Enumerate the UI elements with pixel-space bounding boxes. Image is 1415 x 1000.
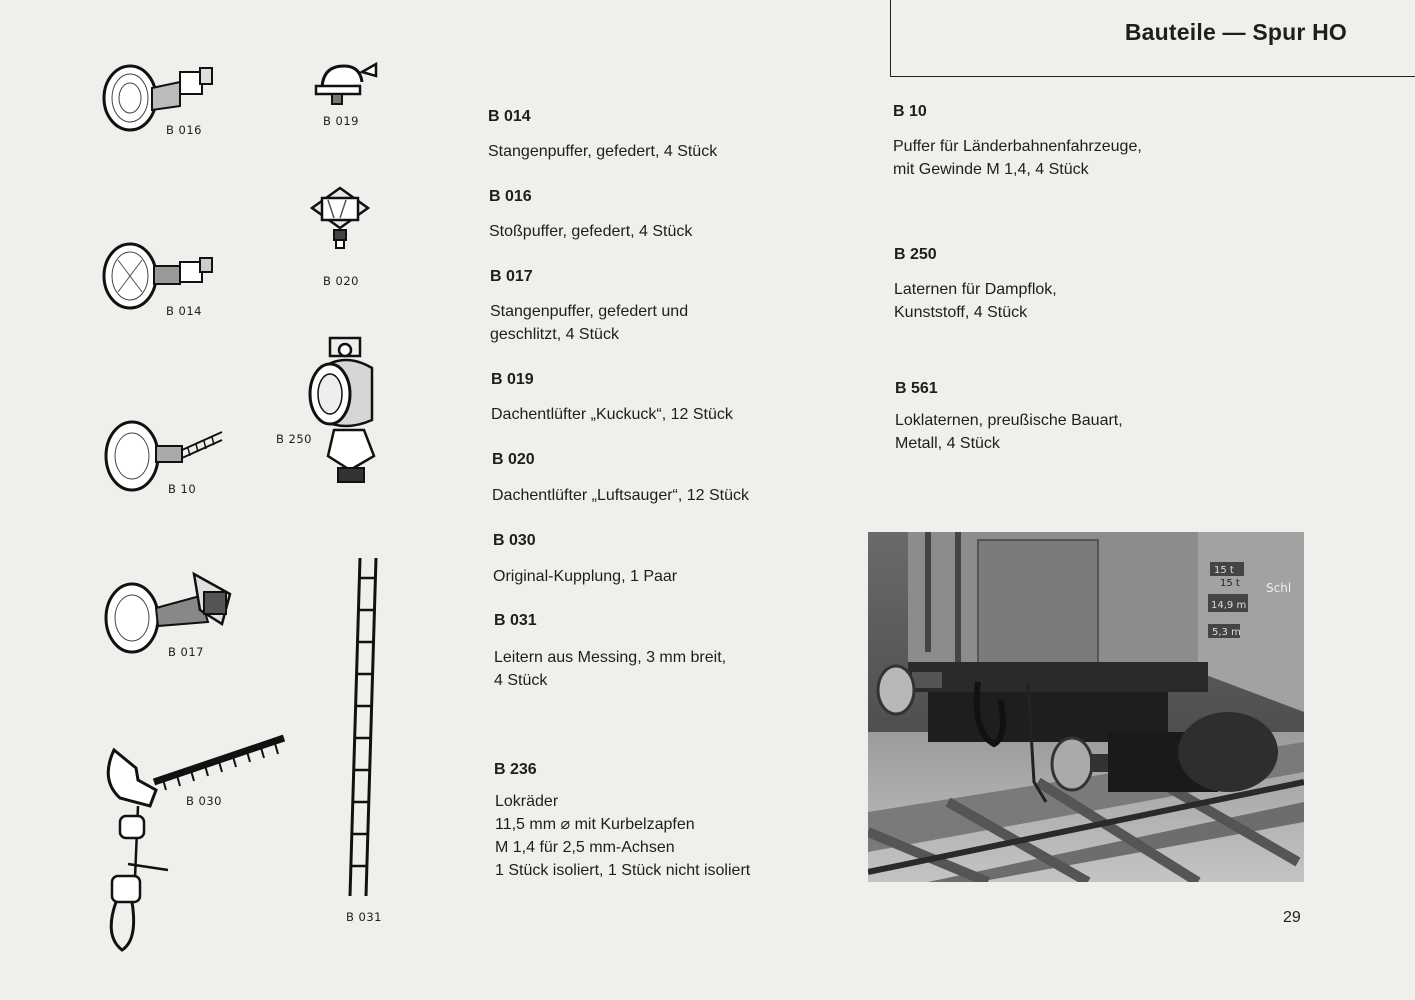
buffer-b014-illustration [100,236,220,322]
part-code-b020: B 020 [492,451,535,468]
part-desc-b561: Loklaternen, preußische Bauart, Metall, 4 Stück [895,412,1123,452]
part-code-b017: B 017 [490,268,533,285]
buffer-b016-illustration [100,58,220,144]
coupling-b030-illustration [98,726,298,958]
photo-plate-1: 15 t [1214,565,1234,576]
lantern-b250-illustration [300,328,390,488]
part-code-b016: B 016 [489,188,532,205]
photo-plate-4: 5,3 m [1212,627,1241,638]
photo-plate-5: Schl [1266,581,1292,595]
page-title: Bauteile — Spur HO [1124,19,1347,45]
part-code-b10: B 10 [893,103,927,120]
part-code-b561: B 561 [895,380,938,397]
part-desc-b10: Puffer für Länderbahnenfahrzeuge, mit Gewinde M 1,4, 4 Stück [893,138,1142,178]
ventilator-b020-illustration [306,180,376,260]
label-b250: B 250 [276,432,312,446]
ventilator-b019-illustration [314,50,384,110]
page-number: 29 [1283,909,1301,926]
part-desc-b014: Stangenpuffer, gefedert, 4 Stück [488,143,718,160]
label-b016: B 016 [166,123,202,137]
part-desc-b236: Lokräder 11,5 mm ⌀ mit Kurbelzapfen M 1,4 für 2,5 mm-Achsen 1 Stück isoliert, 1 Stück nicht isoliert [495,793,751,879]
part-desc-b017: Stangenpuffer, gefedert und geschlitzt, 4 Stück [490,303,689,343]
part-desc-b031: Leitern aus Messing, 3 mm breit, 4 Stück [494,649,727,689]
photo-plate-3: 14,9 m [1211,600,1247,611]
buffer-b10-illustration [100,414,230,500]
part-code-b030: B 030 [493,532,536,549]
part-desc-b016: Stoßpuffer, gefedert, 4 Stück [489,223,693,240]
label-b020: B 020 [323,274,359,288]
wagon-coupler-photo [868,532,1304,882]
part-code-b014: B 014 [488,108,531,125]
part-desc-b020: Dachentlüfter „Luftsauger“, 12 Stück [492,487,750,504]
label-b014: B 014 [166,304,202,318]
photo-plate-2: 15 t [1220,578,1240,589]
part-code-b031: B 031 [494,612,537,629]
part-desc-b019: Dachentlüfter „Kuckuck“, 12 Stück [491,406,733,423]
part-code-b019: B 019 [491,371,534,388]
ladder-b031-illustration [344,556,384,898]
label-b031: B 031 [346,910,382,924]
part-code-b236: B 236 [494,761,537,778]
part-desc-b030: Original-Kupplung, 1 Paar [493,568,678,585]
photo-icon [868,532,1304,882]
label-b030: B 030 [186,794,222,808]
label-b10: B 10 [168,482,197,496]
part-desc-b250: Laternen für Dampflok, Kunststoff, 4 Stück [894,281,1057,321]
label-b017: B 017 [168,645,204,659]
label-b019: B 019 [323,114,359,128]
part-code-b250: B 250 [894,246,937,263]
